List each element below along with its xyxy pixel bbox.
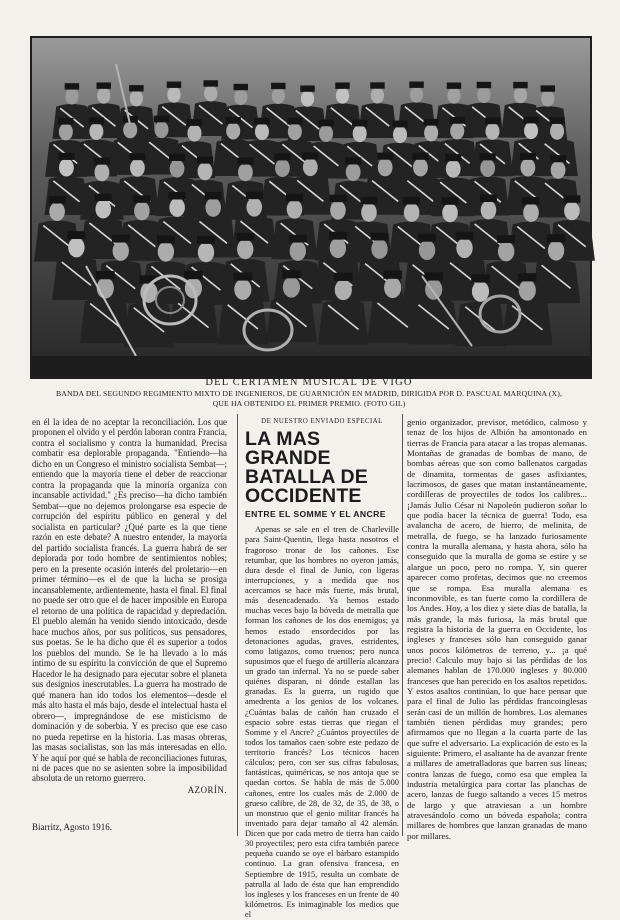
bandsman-face <box>446 160 461 178</box>
bandsman-cap <box>360 197 377 205</box>
bandsman-cap <box>65 83 79 89</box>
bandsman-cap <box>541 85 555 91</box>
bandsman-cap <box>423 119 438 126</box>
bandsman-face <box>481 200 497 219</box>
bandsman-cap <box>254 118 269 125</box>
bandsman-cap <box>445 154 461 161</box>
bandsman-cap <box>518 273 537 281</box>
bandsman-cap <box>403 197 420 205</box>
bandsman-cap <box>456 232 474 240</box>
bandsman-cap <box>318 120 333 127</box>
bandsman-cap <box>94 158 110 165</box>
bandsman-cap <box>58 153 74 160</box>
bandsman-face <box>65 88 78 104</box>
bandsman-face <box>49 202 65 221</box>
bandsman-cap <box>550 155 566 162</box>
bandsman-face <box>204 85 217 101</box>
bandsman-cap <box>520 153 536 160</box>
bandsman-cap <box>302 152 318 159</box>
bandsman-face <box>519 280 536 301</box>
bandsman-face <box>234 89 247 105</box>
bandsman-face <box>413 158 428 176</box>
bandsman-cap <box>129 153 145 160</box>
bandsman-face <box>198 242 214 262</box>
bandsman-cap <box>234 84 248 90</box>
bandsman-face <box>187 125 201 142</box>
bandsman-face <box>330 238 346 258</box>
bandsman-face <box>393 126 407 143</box>
bandsman-face <box>272 88 285 104</box>
bandsman-face <box>336 88 349 104</box>
bandsman-cap <box>549 117 564 124</box>
bandsman-face <box>371 239 387 259</box>
article-headline: LA MAS GRANDE BATALLA DE OCCIDENTE <box>245 428 368 508</box>
bandsman-face <box>97 88 110 104</box>
bandsman-cap <box>424 272 443 280</box>
bandsman-cap <box>58 118 73 125</box>
bandsman-uniform <box>318 300 369 345</box>
bandsman-face <box>287 200 303 219</box>
bandsman-face <box>113 241 129 261</box>
caption-line-1: BANDA DEL SEGUNDO REGIMIENTO MIXTO DE INGENIEROS, DE GUARNICIÓN EN MADRID, DIRIGIDA POR D. PASCUAL MARQUINA (X), <box>55 389 562 398</box>
bandsman-cap <box>370 82 384 88</box>
bandsman-face <box>404 203 420 222</box>
bandsman-face <box>485 123 499 140</box>
bandsman-cap <box>345 157 361 164</box>
middle-article-column <box>245 417 399 919</box>
bandsman-cap <box>89 117 104 124</box>
bandsman-face <box>384 277 401 298</box>
bandsman-cap <box>523 197 540 205</box>
bandsman-face <box>68 237 84 257</box>
bandsman-cap <box>352 120 367 127</box>
bandsman-cap <box>447 82 461 88</box>
bandsman-cap <box>97 82 111 88</box>
bandsman-uniform <box>80 298 131 343</box>
bandsman-face <box>551 161 566 179</box>
bandsman-face <box>477 87 490 103</box>
bandsman-cap <box>392 121 407 128</box>
photo-caption <box>30 378 588 409</box>
bandsman-cap <box>184 271 203 279</box>
bandsman-face <box>226 122 240 139</box>
band-photo-illustration <box>32 38 590 377</box>
bandsman-face <box>447 88 460 104</box>
bandsman-cap <box>129 85 143 91</box>
bandsman-cap <box>203 80 217 86</box>
bandsman-cap <box>226 117 241 124</box>
bandsman-cap <box>169 192 186 200</box>
bandsman-face <box>480 159 495 177</box>
bandsman-face <box>498 241 514 261</box>
bandsman-cap <box>233 272 252 280</box>
bandsman-cap <box>497 235 515 243</box>
bandsman-face <box>154 121 168 138</box>
bandsman-face <box>246 198 262 217</box>
bandsman-uniform <box>408 299 459 344</box>
bandsman-face <box>234 279 251 300</box>
bandsman-face <box>301 91 314 107</box>
bandsman-cap <box>377 153 393 160</box>
bandsman-face <box>520 158 535 176</box>
bandsman-face <box>378 158 393 176</box>
bandsman-face <box>134 201 150 220</box>
article-subhead: ENTRE EL SOMME Y EL ANCRE <box>245 509 386 520</box>
bandsman-uniform <box>532 260 580 303</box>
column-rule-left <box>237 414 238 836</box>
bandsman-face <box>158 242 174 262</box>
bandsman-uniform <box>502 300 553 345</box>
bandsman-face <box>198 162 213 180</box>
bandsman-cap <box>197 236 215 244</box>
bandsman-face <box>442 203 458 222</box>
bandsman-face <box>335 279 352 300</box>
bandsman-cap <box>95 194 112 202</box>
bandsman-face <box>330 201 346 220</box>
bandsman-cap <box>112 235 130 243</box>
bandsman-cap <box>154 116 169 123</box>
bandsman-face <box>548 241 564 261</box>
bandsman-cap <box>334 273 353 281</box>
bandsman-cap <box>335 82 349 88</box>
bandsman-cap <box>246 192 263 200</box>
bandsman-cap <box>477 82 491 88</box>
author-signature: AZORÍN. <box>187 784 227 795</box>
bandsman-cap <box>418 234 436 242</box>
bandsman-face <box>89 123 103 140</box>
bandsman-cap <box>49 196 66 204</box>
bandsman-cap <box>187 119 202 126</box>
bandsman-cap <box>67 231 85 239</box>
bandsman-face <box>283 277 300 298</box>
bandsman-cap <box>563 195 580 203</box>
bandsman-face <box>523 203 539 222</box>
bandsman-face <box>524 122 538 139</box>
column-rule-right <box>402 414 403 836</box>
bandsman-face <box>205 198 221 217</box>
article-dateline: Biarritz, Agosto 1916. <box>32 822 112 832</box>
bandsman-cap <box>412 153 428 160</box>
bandsman-face <box>371 87 384 103</box>
bandsman-cap <box>547 234 565 242</box>
bandsman-face <box>353 125 367 142</box>
bandsman-face <box>169 198 185 217</box>
bandsman-face <box>410 87 423 103</box>
bandsman-face <box>424 124 438 141</box>
bandsman-face <box>346 163 361 181</box>
bandsman-cap <box>271 83 285 89</box>
band-photograph <box>30 36 592 379</box>
bandsman-face <box>303 158 318 176</box>
bandsman-cap <box>300 85 314 91</box>
bandsman-cap <box>329 232 347 240</box>
bandsman-face <box>238 163 253 181</box>
bandsman-cap <box>205 192 222 200</box>
bandsman-cap <box>287 118 302 125</box>
bandsman-face <box>275 159 290 177</box>
article-kicker: DE NUESTRO ENVIADO ESPECIAL <box>261 418 383 425</box>
bandsman-cap <box>471 274 490 282</box>
bandsman-face <box>288 123 302 140</box>
bandsman-cap <box>236 233 254 241</box>
bandsman-face <box>425 279 442 300</box>
bandsman-uniform <box>218 299 269 344</box>
bandsman-face <box>564 201 580 220</box>
bandsman-cap <box>197 157 213 164</box>
bandsman-face <box>319 125 333 142</box>
bandsman-uniform <box>117 106 156 141</box>
bandsman-uniform <box>224 181 268 220</box>
bandsman-cap <box>450 117 465 124</box>
bandsman-cap <box>523 117 538 124</box>
caption-title: DEL CERTAMEN MUSICAL DE VIGO <box>205 377 413 388</box>
bandsman-cap <box>442 197 459 205</box>
caption-line-2: QUE HA OBTENIDO EL PRIMER PREMIO. (FOTO GIL) <box>212 399 406 408</box>
bandsman-cap <box>480 194 497 202</box>
bandsman-face <box>419 240 435 260</box>
bandsman-cap <box>237 157 253 164</box>
bandsman-cap <box>409 82 423 88</box>
bandsman-face <box>130 90 143 106</box>
bandsman-uniform <box>168 298 219 343</box>
bandsman-cap <box>289 235 307 243</box>
bandsman-face <box>472 281 489 302</box>
bandsman-cap <box>286 194 303 202</box>
bandsman-cap <box>282 270 301 278</box>
bandsman-face <box>59 159 74 177</box>
bandsman-cap <box>96 271 115 279</box>
bandsman-cap <box>371 233 389 241</box>
bandsman-face <box>237 239 253 259</box>
bandsman-cap <box>513 82 527 88</box>
bandsman-face <box>456 238 472 258</box>
bandsman-cap <box>480 153 496 160</box>
left-article-column <box>32 417 227 837</box>
bandsman-face <box>95 163 110 181</box>
middle-article-body: Apenas se sale en el tren de Charleville para Saint-Quentin, llega hasta nosotros el fragoroso tronar de los cañones. Ese retumbar, que los hombres no oyeron jamás, dura desde el final de Junio, con ligeras interrupciones, y a medida que nos acercamos se hace más fuerte, más brutal, más desencadenado. Ya hemos estado muchas veces bajo la bóveda de metralla que forman los cañones de los dos enemigos; ya hemos estado ensordecidos por las detonaciones agudas, graves, estridentes, como latigazos, como truenos; pero nunca supusimos que el fuego de artillería alcanzara un grado tan infernal. Ya no se puede saber quiénes disparan, ni dónde estallan las granadas. Es la guerra, un rugido que amedrenta a los genios de los volcanes. ¿Cuántas balas de cañón han cruzado el espacio sobre estas tierras que riegan el Somme y el Ancre? ¿Cuántos proyectiles de todos los tamaños caen sobre este pedazo de territorio francés? Los técnicos hacen cálculos; pero, con ser sus cifras fabulosas, fantásticas, quiméricas, se nos antoja que se quedan cortos. Se habla de más de 5.000 cañones, entre los cuales más de 2.000 de grueso calibre, de 28, de 32, de 35, de 38, o un monstruo que el genio militar francés ha inventado para dejar tamaño al 42 alemán. Dicen que por cada metro de tierra han caído 30 proyectiles; pero esta cifra también parece pequeña cuando se oye el bárbaro estampido continuo. La gran ofensiva francesa, en Septiembre de 1915, resulta un combate de patrulla al lado de ésta que han emprendido los ingleses y los franceses en un frente de 40 kilómetros. Es inimaginable los medios que el <box>245 525 399 919</box>
bandsman-face <box>59 123 73 140</box>
bandsman-face <box>550 123 564 140</box>
bandsman-cap <box>167 82 181 88</box>
bandsman-face <box>95 200 111 219</box>
bandsman-face <box>514 87 527 103</box>
bandsman-face <box>167 87 180 103</box>
bandsman-face <box>170 160 185 178</box>
bandsman-face <box>361 203 377 222</box>
left-article-body: en él la idea de no aceptar la reconciliación. Los que proponen el olvido y el perdón laboran contra Francia, contra el socialismo y contra la humanidad. Precisa combatir esa deplorable propaganda. "Entiendo—ha dicho en un Congreso el ministro socialista Sembat—; entiendo que la mayoría tiene el deber de reaccionar contra la propaganda que la minoría organiza con incansable actividad." ¿Es preciso—ha dicho también Sembat—que no dejemos prolongarse esa especie de corrupción del espíritu público en general y del socialista en particular? ¿Qué parte es la que tiene razón en este debate? A nuestro entender, la mayoría del partido socialista francés. La guerra habrá de ser deplorada por todo hombre de sentimientos nobles; pero en la presente ocasión interés del proletario—en primer término—es el de que la lucha se prosiga incansablemente, ardientemente, hasta el final. El final no puede ser otro que el de hacer imposible en Europa el retorno de una política de rapacidad y depredación. El pueblo alemán ha venido siendo intoxicado, desde hace muchos años, por sus políticos, sus pensadores, sus poetas. Se le ha dicho que él es superior a todos los pueblos del mundo. Se le ha llevado a lo más íntimo de su espíritu la convicción de que el Supremo Hacedor le ha designado para ejecutar sobre el planeta sus designios inescrutables. La guerra ha mostrado de qué manera han ido todos los elementos—desde el más alto hasta el más bajo, desde el intelectual hasta el obrero—, impregnándose de ese misticismo de dominación y de soberbia. Y es preciso que ese caso no pueda repetirse en la historia. Las masas obreras, las masas socialistas, son las más interesadas en ello. Y he aquí por qué se habla de reconciliaciones futuras, ni de paces que no se asienten sobre la imposibilidad absoluta de un retorno guerrero. <box>32 417 227 784</box>
bandsman-cap <box>274 153 290 160</box>
bandsman-cap <box>169 154 185 161</box>
bandsman-cap <box>133 195 150 203</box>
right-article-body: genio organizador, previsor, metódico, calmoso y tenaz de los hijos de Albión ha amontonado en tierras de Francia para atacar a las tropas alemanas. Montañas de granadas de bombas de mano, de bombas aéreas que son como ballenatos cargadas de dinamita, tormentas de gases asfixiantes, lacrimosos, de gases que matan instantáneamente, cordilleras de proyectiles de todos los calibres... ¡Jamás Julio César ni Napoleón pudieron soñar lo que podía hacer la técnica de guerra! Todo, esa avalancha de acero, de hierro, de melinita, de metralla, de fuego, se ha lanzado furiosamente contra la muralla alemana, y hasta ahora, sólo ha conseguido que la muralla de goma se estire y se alargue un poco, pero no rompa. Y, sin querer aparecer como profetas, decimos que no creemos que se rompa. Esa muralla alemana es inconmovible, es tan fuerte como la cordillera de los Andes. Hoy, a los diez y siete días de batalla, la más grande, la más furiosa, la más brutal que registra la historia de la guerra en Occidente, los ingleses y franceses sólo han conseguido ganar unos pocos kilómetros de terreno, y... ¡a qué precio! Calculo muy bajo si las pérdidas de los alemanes hablan de 170.000 ingleses y 80.000 franceses que han perecido en los asaltos repetidos. Y estos asaltos continúan, lo que hace pensar que para el final de Julio las pérdidas francoinglesas serán casi de un millón de hombres. Los alemanes también tienen pérdidas muy grandes; pero afirmamos que no llegan a la cuarta parte de las que sufre el adversario. La explicación de esto es la siguiente: Primero, el asaltante ha de avanzar frente a millares de ametralladoras que barren sus líneas; contra lanzas de fuego, como esa que emplea la industria metalúrgica para cortar las planchas de acero, lanzas de fuego saltando a veces 15 metros de largo y que atraviesan a un hombre atravesándolo como un bóveda española; contra millares de hombres que lanzan granadas de mano por millares. <box>407 417 587 841</box>
bandsman-cap <box>157 235 175 243</box>
bandsman-cap <box>383 271 402 279</box>
right-article-column <box>407 417 587 841</box>
bandsman-face <box>290 241 306 261</box>
bandsman-face <box>450 122 464 139</box>
bandsman-cap <box>485 117 500 124</box>
bandsman-cap <box>329 195 346 203</box>
bandsman-face <box>255 123 269 140</box>
bandsman-face <box>130 159 145 177</box>
bandsman-face <box>541 90 554 106</box>
